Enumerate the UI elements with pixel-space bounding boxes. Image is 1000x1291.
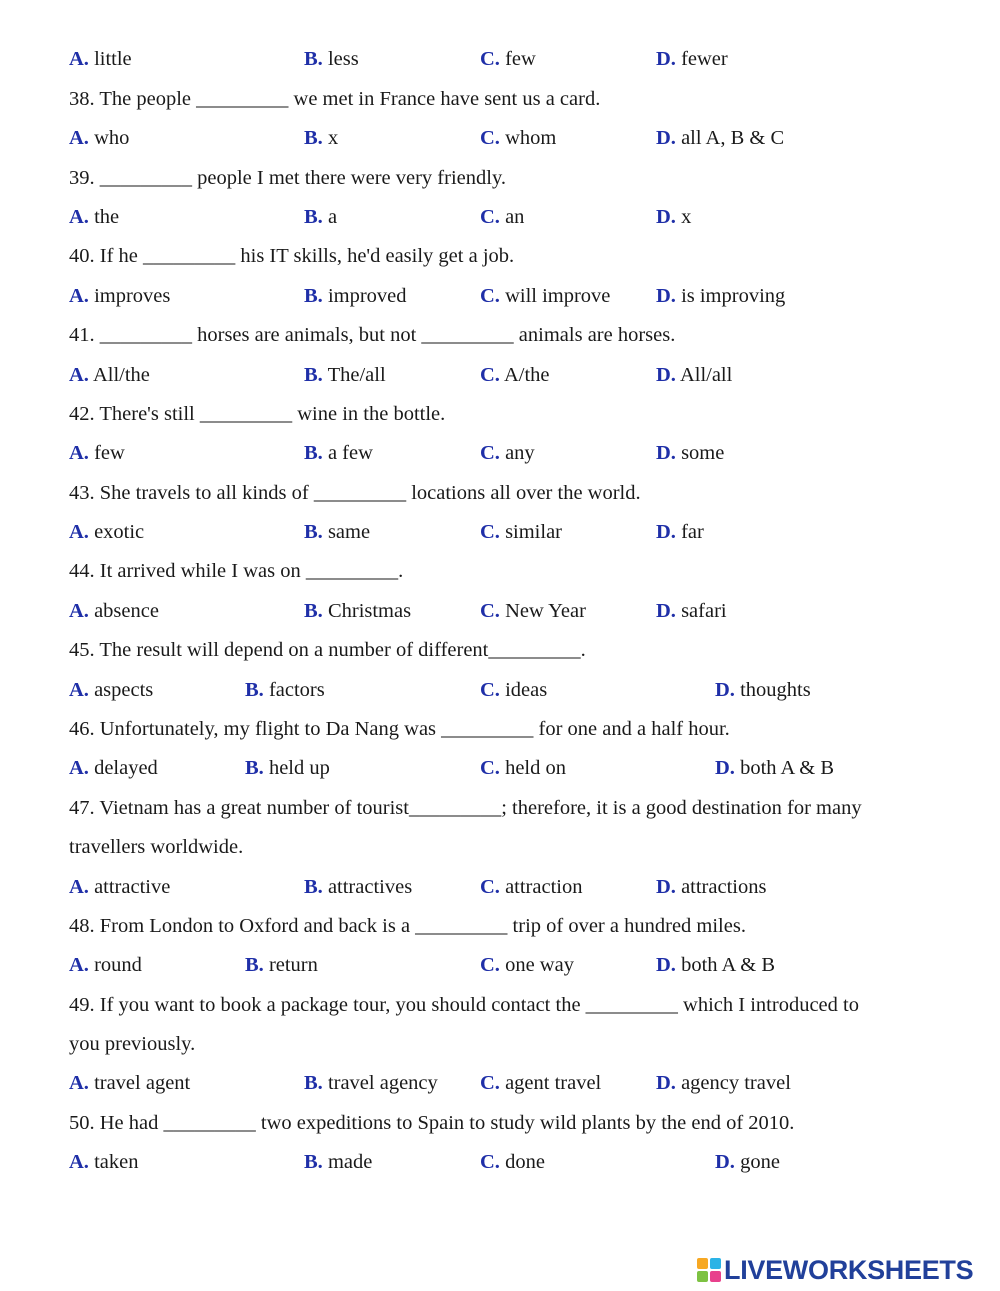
option-letter: A. — [69, 442, 89, 464]
answer-option-b — [304, 1064, 438, 1103]
option-text: any — [505, 442, 535, 464]
option-letter: B. — [245, 757, 264, 779]
option-letter: B. — [304, 600, 323, 622]
question-text: 46. Unfortunately, my flight to Da Nang was _________ for one and a half hour. — [69, 718, 730, 740]
option-text: less — [327, 48, 359, 70]
option-letter: A. — [69, 876, 89, 898]
option-text: will improve — [505, 285, 611, 307]
option-letter: B. — [304, 206, 323, 228]
answer-options-row — [69, 592, 960, 631]
option-text: an — [505, 206, 525, 228]
option-letter: B. — [304, 1151, 323, 1173]
answer-option-c — [480, 1143, 545, 1182]
answer-option-b — [245, 671, 325, 710]
answer-option-d — [715, 671, 811, 710]
answer-option-b — [304, 277, 407, 316]
option-letter: D. — [656, 442, 676, 464]
question-text: 39. _________ people I met there were very friendly. — [69, 167, 506, 189]
question-text: 40. If he _________ his IT skills, he'd easily get a job. — [69, 245, 515, 267]
option-text: done — [505, 1151, 545, 1173]
option-letter: C. — [480, 679, 500, 701]
option-text: improves — [94, 285, 171, 307]
answer-option-c — [480, 749, 566, 788]
answer-option-a — [69, 671, 153, 710]
answer-option-a — [69, 356, 150, 395]
answer-option-c — [480, 868, 582, 907]
option-letter: C. — [480, 757, 500, 779]
option-text: taken — [94, 1151, 139, 1173]
option-letter: A. — [69, 757, 89, 779]
answer-option-d — [656, 434, 724, 473]
question-text: 47. Vietnam has a great number of tourist_________; therefore, it is a good destination for many — [69, 797, 862, 819]
answer-option-b — [304, 40, 359, 79]
answer-option-a — [69, 1064, 190, 1103]
answer-option-b — [304, 868, 412, 907]
option-letter: B. — [304, 876, 323, 898]
option-text: New Year — [505, 600, 586, 622]
option-text: travel agency — [327, 1072, 438, 1094]
option-letter: A. — [69, 1151, 89, 1173]
option-text: few — [505, 48, 536, 70]
answer-option-c — [480, 671, 547, 710]
option-letter: D. — [656, 285, 676, 307]
option-text: Christmas — [327, 600, 412, 622]
answer-option-d — [715, 749, 834, 788]
answer-option-d — [656, 868, 766, 907]
answer-option-d — [715, 1143, 780, 1182]
question-text: 49. If you want to book a package tour, you should contact the _________ which I introduced to — [69, 994, 859, 1016]
option-text: A/the — [503, 364, 550, 386]
answer-option-d — [656, 119, 784, 158]
answer-options-row — [69, 277, 960, 316]
answer-options-row — [69, 434, 960, 473]
option-text: All/the — [92, 364, 150, 386]
option-text: both A & B — [681, 954, 776, 976]
question-text: 48. From London to Oxford and back is a _________ trip of over a hundred miles. — [69, 915, 746, 937]
option-text: x — [681, 206, 692, 228]
answer-option-d — [656, 592, 727, 631]
option-text: All/all — [679, 364, 733, 386]
option-text: made — [327, 1151, 373, 1173]
option-text: held on — [505, 757, 566, 779]
option-text: exotic — [94, 521, 145, 543]
answer-options-row — [69, 946, 960, 985]
answer-option-d — [656, 513, 704, 552]
answer-option-b — [304, 592, 411, 631]
option-text: round — [94, 954, 142, 976]
question-text: 42. There's still _________ wine in the bottle. — [69, 403, 446, 425]
question-text: 45. The result will depend on a number of different_________. — [69, 639, 586, 661]
option-text: held up — [268, 757, 330, 779]
answer-option-d — [656, 946, 775, 985]
answer-options-row — [69, 1143, 960, 1182]
option-text: few — [94, 442, 125, 464]
option-letter: D. — [656, 521, 676, 543]
option-text: return — [268, 954, 318, 976]
option-text: delayed — [94, 757, 158, 779]
option-letter: D. — [656, 48, 676, 70]
answer-option-a — [69, 749, 158, 788]
option-text: who — [94, 127, 130, 149]
question-text: 44. It arrived while I was on _________. — [69, 560, 404, 582]
option-text: fewer — [681, 48, 728, 70]
logo-text: LIVEWORKSHEETS — [724, 1254, 974, 1285]
answer-option-c — [480, 356, 549, 395]
answer-options-row — [69, 40, 960, 79]
answer-option-d — [656, 198, 691, 237]
answer-option-d — [656, 1064, 791, 1103]
option-text: all A, B & C — [681, 127, 785, 149]
option-letter: B. — [304, 285, 323, 307]
answer-options-row — [69, 749, 960, 788]
option-letter: B. — [245, 954, 264, 976]
question-text: 43. She travels to all kinds of _________ locations all over the world. — [69, 482, 641, 504]
option-text: a — [327, 206, 338, 228]
answer-option-a — [69, 198, 119, 237]
option-text: far — [681, 521, 704, 543]
option-letter: A. — [69, 127, 89, 149]
question-text: 41. _________ horses are animals, but not _________ animals are horses. — [69, 324, 676, 346]
answer-option-d — [656, 277, 785, 316]
answer-option-c — [480, 198, 524, 237]
answer-option-a — [69, 868, 170, 907]
option-letter: C. — [480, 48, 500, 70]
option-letter: B. — [304, 127, 323, 149]
option-letter: B. — [304, 364, 323, 386]
answer-option-c — [480, 513, 562, 552]
option-letter: C. — [480, 442, 500, 464]
answer-options-row — [69, 671, 960, 710]
option-letter: C. — [480, 600, 500, 622]
answer-option-a — [69, 434, 125, 473]
answer-option-c — [480, 592, 586, 631]
option-text: a few — [327, 442, 373, 464]
option-letter: B. — [245, 679, 264, 701]
option-text: gone — [740, 1151, 780, 1173]
answer-option-a — [69, 277, 170, 316]
option-letter: C. — [480, 1072, 500, 1094]
option-letter: B. — [304, 521, 323, 543]
option-letter: C. — [480, 206, 500, 228]
option-text: the — [94, 206, 120, 228]
option-letter: A. — [69, 954, 89, 976]
answer-option-d — [656, 40, 728, 79]
option-text: agency travel — [681, 1072, 791, 1094]
option-text: absence — [94, 600, 159, 622]
option-letter: D. — [656, 876, 676, 898]
option-letter: C. — [480, 127, 500, 149]
option-text: The/all — [327, 364, 386, 386]
answer-options-row — [69, 868, 960, 907]
answer-option-a — [69, 1143, 138, 1182]
question-text: 50. He had _________ two expeditions to Spain to study wild plants by the end of 2010. — [69, 1112, 795, 1134]
answer-option-c — [480, 277, 610, 316]
option-letter: D. — [715, 757, 735, 779]
option-text: is improving — [681, 285, 786, 307]
answer-option-c — [480, 434, 535, 473]
option-text: ideas — [505, 679, 548, 701]
option-letter: A. — [69, 48, 89, 70]
option-letter: B. — [304, 48, 323, 70]
question-text: 38. The people _________ we met in France have sent us a card. — [69, 88, 601, 110]
option-letter: C. — [480, 364, 500, 386]
option-text: attractions — [681, 876, 767, 898]
option-letter: A. — [69, 600, 89, 622]
option-text: some — [681, 442, 725, 464]
answer-option-d — [656, 356, 732, 395]
answer-option-a — [69, 40, 132, 79]
option-letter: D. — [656, 206, 676, 228]
option-letter: C. — [480, 954, 500, 976]
answer-option-a — [69, 592, 159, 631]
answer-option-a — [69, 513, 144, 552]
option-letter: A. — [69, 364, 89, 386]
option-text: same — [327, 521, 371, 543]
question-text: you previously. — [69, 1033, 196, 1055]
answer-option-a — [69, 119, 129, 158]
option-letter: B. — [304, 442, 323, 464]
option-text: similar — [505, 521, 562, 543]
logo-tile — [710, 1258, 721, 1269]
option-letter: A. — [69, 679, 89, 701]
option-letter: A. — [69, 1072, 89, 1094]
answer-options-row — [69, 198, 960, 237]
answer-option-b — [304, 356, 386, 395]
answer-options-row — [69, 119, 960, 158]
option-text: both A & B — [740, 757, 835, 779]
option-letter: D. — [656, 954, 676, 976]
option-letter: D. — [715, 679, 735, 701]
option-letter: C. — [480, 1151, 500, 1173]
answer-option-c — [480, 119, 556, 158]
question-text: travellers worldwide. — [69, 836, 244, 858]
option-text: whom — [505, 127, 557, 149]
option-text: one way — [505, 954, 574, 976]
option-text: x — [327, 127, 339, 149]
logo-tile — [710, 1271, 721, 1282]
option-letter: A. — [69, 285, 89, 307]
liveworksheets-logo — [697, 1250, 997, 1290]
answer-option-a — [69, 946, 142, 985]
option-letter: C. — [480, 876, 500, 898]
option-letter: C. — [480, 521, 500, 543]
option-text: improved — [327, 285, 407, 307]
answer-options-row — [69, 513, 960, 552]
answer-option-b — [304, 198, 337, 237]
answer-option-b — [304, 119, 338, 158]
option-letter: B. — [304, 1072, 323, 1094]
option-text: little — [94, 48, 132, 70]
answer-options-row — [69, 356, 960, 395]
answer-option-b — [304, 513, 370, 552]
option-letter: A. — [69, 521, 89, 543]
answer-option-b — [245, 749, 330, 788]
option-letter: D. — [656, 127, 676, 149]
option-letter: D. — [656, 364, 676, 386]
option-text: attractives — [327, 876, 413, 898]
option-text: travel agent — [94, 1072, 191, 1094]
logo-tile — [697, 1258, 708, 1269]
option-letter: D. — [656, 1072, 676, 1094]
answer-option-b — [304, 434, 373, 473]
option-text: safari — [681, 600, 727, 622]
option-text: attractive — [94, 876, 171, 898]
option-text: attraction — [505, 876, 583, 898]
option-text: agent travel — [505, 1072, 602, 1094]
option-letter: A. — [69, 206, 89, 228]
answer-option-c — [480, 40, 536, 79]
option-letter: C. — [480, 285, 500, 307]
logo-mark-icon — [697, 1258, 721, 1282]
logo-tile — [697, 1271, 708, 1282]
option-text: thoughts — [740, 679, 811, 701]
option-letter: D. — [715, 1151, 735, 1173]
answer-option-b — [245, 946, 318, 985]
option-letter: D. — [656, 600, 676, 622]
answer-option-c — [480, 1064, 601, 1103]
option-text: aspects — [94, 679, 154, 701]
option-text: factors — [268, 679, 325, 701]
answer-option-c — [480, 946, 574, 985]
answer-options-row — [69, 1064, 960, 1103]
answer-option-b — [304, 1143, 372, 1182]
